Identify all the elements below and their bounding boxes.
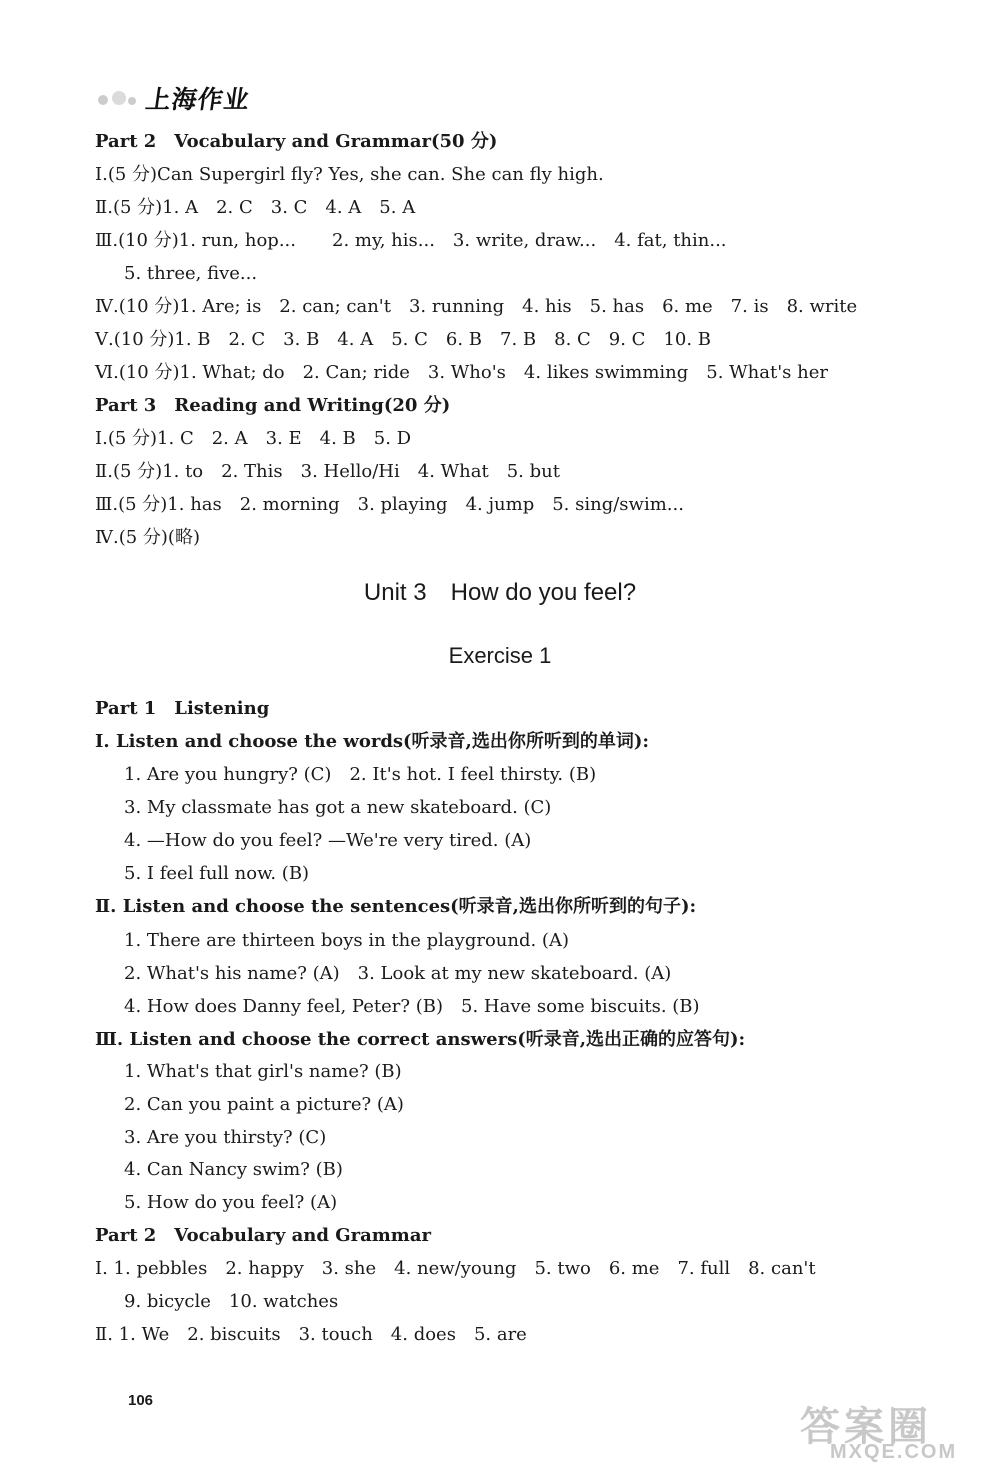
list-item: 1. What's that girl's name? (B) — [124, 1061, 402, 1082]
list-item: 1. Are you hungry? (C) 2. It's hot. I feel thirsty. (B) — [124, 764, 597, 785]
exercise-title: Exercise 1 — [448, 643, 552, 668]
watermark-logo: 答案圈 — [800, 1405, 932, 1449]
header-decoration — [92, 87, 142, 109]
answer-line: Ⅰ. 1. pebbles 2. happy 3. she 4. new/young 5. two 6. me 7. full 8. can't — [95, 1258, 816, 1279]
answer-line: Ⅱ.(5 分)1. A 2. C 3. C 4. A 5. A — [95, 197, 416, 218]
listening-iii-heading: Ⅲ. Listen and choose the correct answers(听录音,选出正确的应答句): — [95, 1029, 746, 1050]
part3-heading: Part 3 Reading and Writing(20 分) — [95, 395, 451, 416]
answer-line: 9. bicycle 10. watches — [124, 1291, 339, 1312]
answer-line: Ⅱ.(5 分)1. to 2. This 3. Hello/Hi 4. What 5. but — [95, 461, 560, 482]
list-item: 4. How does Danny feel, Peter? (B) 5. Have some biscuits. (B) — [124, 996, 700, 1017]
answer-line: Ⅳ.(5 分)(略) — [95, 527, 200, 548]
answer-line: Ⅳ.(10 分)1. Are; is 2. can; can't 3. running 4. his 5. has 6. me 7. is 8. write — [95, 296, 858, 317]
watermark-url: MXQE.COM — [830, 1441, 958, 1463]
list-item: 4. —How do you feel? —We're very tired. (A) — [124, 830, 532, 851]
unit-title: Unit 3 How do you feel? — [363, 579, 637, 606]
part2-vocab-heading: Part 2 Vocabulary and Grammar — [95, 1225, 431, 1246]
list-item: 4. Can Nancy swim? (B) — [124, 1159, 343, 1180]
answer-line: Ⅵ.(10 分)1. What; do 2. Can; ride 3. Who's 4. likes swimming 5. What's her — [95, 362, 828, 383]
list-item: 2. What's his name? (A) 3. Look at my new skateboard. (A) — [124, 963, 672, 984]
list-item: 5. I feel full now. (B) — [124, 863, 310, 884]
part1-heading: Part 1 Listening — [95, 698, 270, 719]
page-header — [92, 78, 250, 118]
answer-line: Ⅱ. 1. We 2. biscuits 3. touch 4. does 5. are — [95, 1324, 527, 1345]
list-item: 3. Are you thirsty? (C) — [124, 1127, 327, 1148]
answer-line: Ⅰ.(5 分)Can Supergirl fly? Yes, she can. She can fly high. — [95, 164, 604, 185]
page-number: 106 — [128, 1392, 154, 1409]
listening-ii-heading: Ⅱ. Listen and choose the sentences(听录音,选出你所听到的句子): — [95, 896, 697, 917]
answer-line: 5. three, five... — [124, 263, 258, 284]
watermark — [800, 1395, 990, 1467]
answer-line: Ⅴ.(10 分)1. B 2. C 3. B 4. A 5. C 6. B 7. B 8. C 9. C 10. B — [95, 329, 712, 350]
answer-line: Ⅰ.(5 分)1. C 2. A 3. E 4. B 5. D — [95, 428, 412, 449]
answer-line: Ⅲ.(5 分)1. has 2. morning 3. playing 4. jump 5. sing/swim... — [95, 494, 684, 515]
listening-i-heading: Ⅰ. Listen and choose the words(听录音,选出你所听到的单词): — [95, 731, 649, 752]
list-item: 2. Can you paint a picture? (A) — [124, 1094, 404, 1115]
list-item: 5. How do you feel? (A) — [124, 1192, 338, 1213]
part2-heading: Part 2 Vocabulary and Grammar(50 分) — [95, 131, 498, 152]
list-item: 1. There are thirteen boys in the playground. (A) — [124, 930, 569, 951]
answer-line: Ⅲ.(10 分)1. run, hop... 2. my, his... 3. write, draw... 4. fat, thin... — [95, 230, 727, 251]
series-logo: 上海作业 — [143, 85, 252, 114]
list-item: 3. My classmate has got a new skateboard. (C) — [124, 797, 552, 818]
